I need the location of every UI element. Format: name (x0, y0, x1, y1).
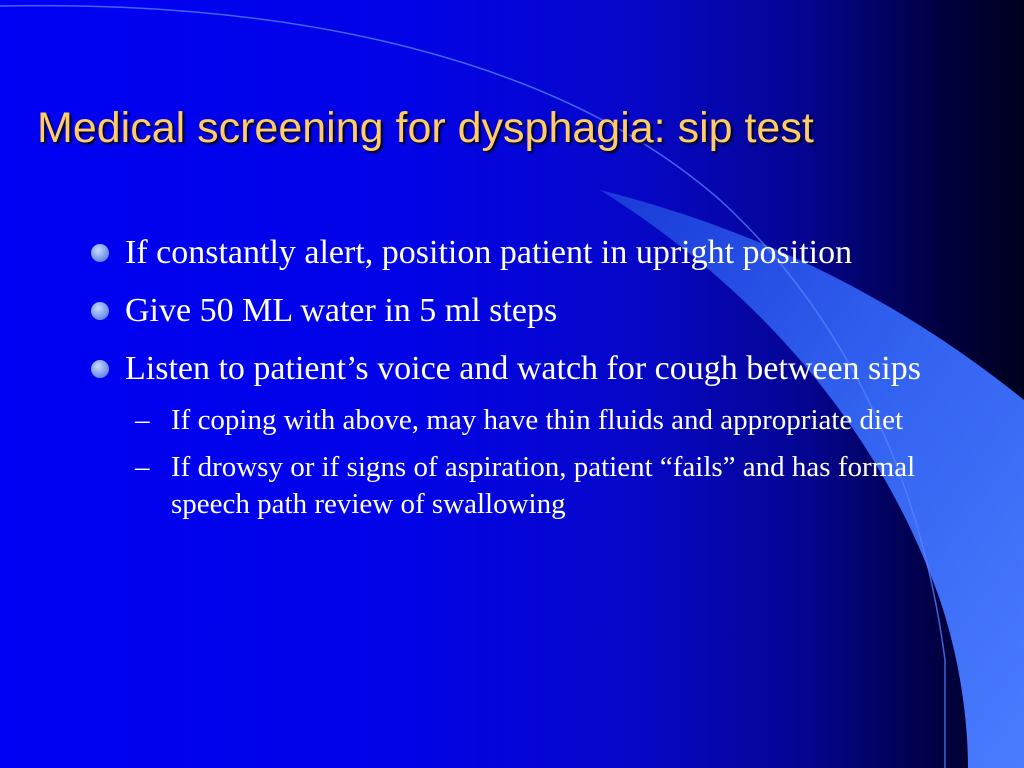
bullet-text: If constantly alert, position patient in upright position (125, 234, 853, 271)
sub-bullet-marker: – (135, 451, 150, 483)
sub-bullet-text: If coping with above, may have thin fluids and appropriate diet (171, 404, 904, 436)
bullet-text: Listen to patient’s voice and watch for cough between sips (125, 350, 921, 387)
sub-bullet-marker: – (135, 404, 150, 436)
slide-title: Medical screening for dysphagia: sip test (37, 104, 814, 152)
sub-bullet-item (125, 449, 928, 523)
bullet-text: Give 50 ML water in 5 ml steps (125, 292, 558, 329)
sub-bullet-text: If drowsy or if signs of aspiration, patient “fails” and has formal speech path review of swallowing (171, 451, 916, 520)
bullet-list (88, 228, 928, 533)
bullet-dot-icon (91, 360, 109, 378)
sub-bullet-item (125, 402, 928, 439)
bullet-item (88, 286, 928, 336)
bullet-item (88, 228, 928, 278)
bullet-dot-icon (91, 244, 109, 262)
bullet-dot-icon (91, 302, 109, 320)
bullet-item (88, 344, 928, 394)
